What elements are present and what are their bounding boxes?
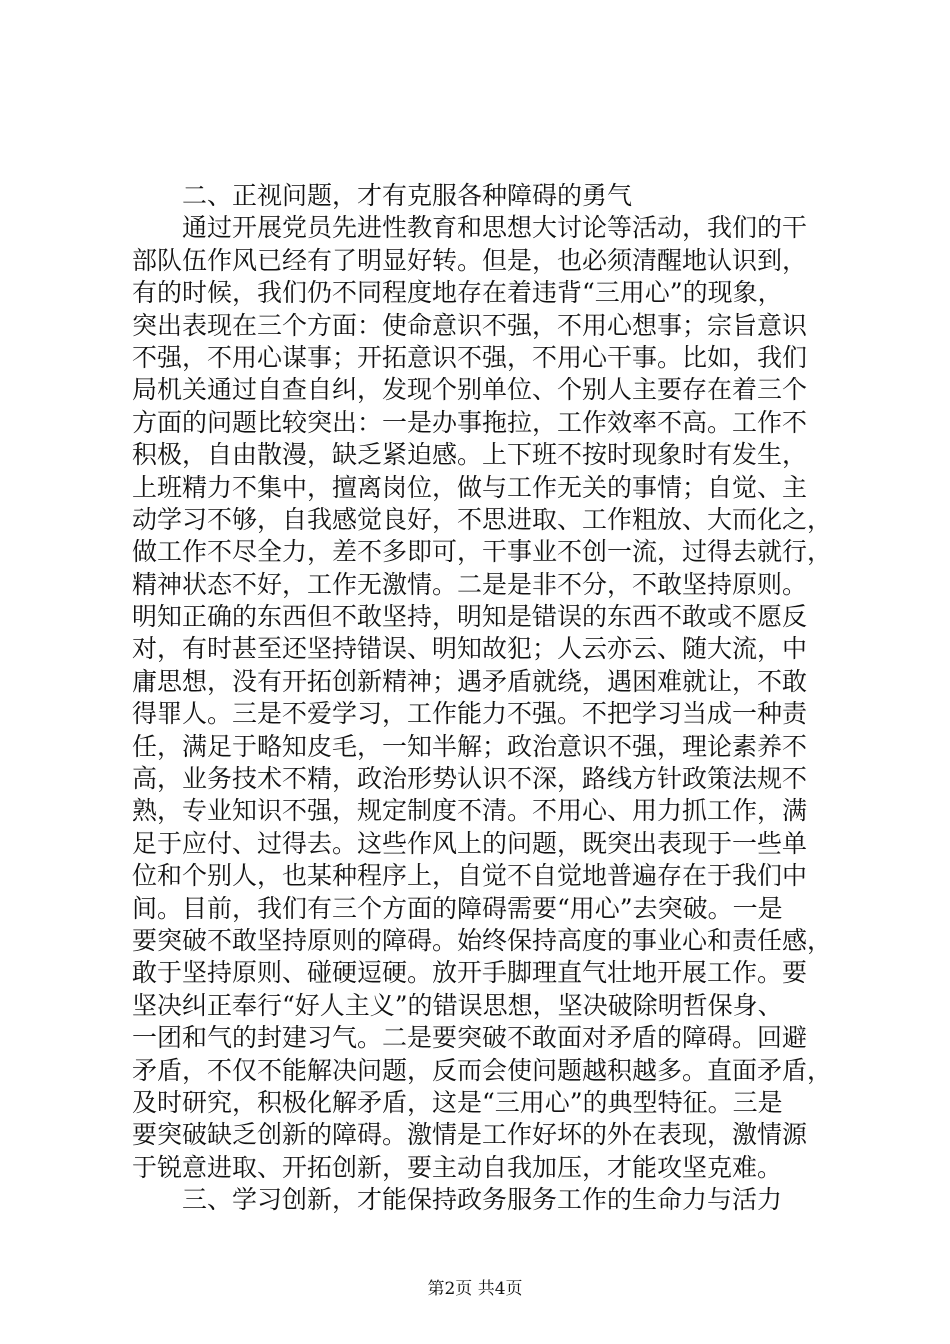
paragraph-line: 积极，自由散漫，缺乏紧迫感。上下班不按时现象时有发生， [132, 440, 808, 470]
paragraph-line: 坚决纠正奉行“好人主义”的错误思想，坚决破除明哲保身、 [132, 990, 783, 1020]
paragraph-line: 做工作不尽全力，差不多即可，干事业不创一流，过得去就行， [132, 537, 833, 567]
paragraph-line: 任，满足于略知皮毛，一知半解；政治意识不强，理论素养不 [132, 731, 808, 761]
paragraph-line: 精神状态不好，工作无激情。二是是非不分，不敢坚持原则。 [132, 569, 808, 599]
paragraph-line: 部队伍作风已经有了明显好转。但是，也必须清醒地认识到， [132, 245, 808, 275]
paragraph-line: 位和个别人，也某种程序上，自觉不自觉地普遍存在于我们中 [132, 861, 808, 891]
paragraph-line: 方面的问题比较突出：一是办事拖拉，工作效率不高。工作不 [132, 407, 808, 437]
section-paragraph [132, 212, 832, 1184]
section-heading-3: 三、学习创新，才能保持政务服务工作的生命力与活力 [182, 1185, 783, 1215]
paragraph-line: 对，有时甚至还坚持错误、明知故犯；人云亦云、随大流，中 [132, 634, 808, 664]
paragraph-line: 庸思想，没有开拓创新精神；遇矛盾就绕，遇困难就让，不敢 [132, 666, 808, 696]
paragraph-line: 足于应付、过得去。这些作风上的问题，既突出表现于一些单 [132, 828, 808, 858]
page-number-footer: 第2页 共4页 [427, 1279, 523, 1299]
paragraph-line: 熟，专业知识不强，规定制度不清。不用心、用力抓工作，满 [132, 796, 808, 826]
paragraph-line: 明知正确的东西但不敢坚持，明知是错误的东西不敢或不愿反 [132, 602, 808, 632]
paragraph-line: 要突破缺乏创新的障碍。激情是工作好坏的外在表现，激情源 [132, 1120, 808, 1150]
paragraph-line: 间。目前，我们有三个方面的障碍需要“用心”去突破。一是 [132, 893, 783, 923]
paragraph-line: 得罪人。三是不爱学习，工作能力不强。不把学习当成一种责 [132, 699, 808, 729]
paragraph-line: 一团和气的封建习气。二是要突破不敢面对矛盾的障碍。回避 [132, 1023, 808, 1053]
paragraph-line: 敢于坚持原则、碰硬逗硬。放开手脚理直气壮地开展工作。要 [132, 958, 808, 988]
paragraph-line: 要突破不敢坚持原则的障碍。始终保持高度的事业心和责任感， [132, 925, 833, 955]
paragraph-line: 于锐意进取、开拓创新，要主动自我加压，才能攻坚克难。 [132, 1152, 783, 1182]
section-heading-2: 二、正视问题，才有克服各种障碍的勇气 [182, 181, 633, 210]
paragraph-line: 上班精力不集中，擅离岗位，做与工作无关的事情；自觉、主 [132, 472, 808, 502]
paragraph-line: 及时研究，积极化解矛盾，这是“三用心”的典型特征。三是 [132, 1087, 783, 1117]
document-body [132, 180, 832, 1217]
paragraph-line: 局机关通过自查自纠，发现个别单位、个别人主要存在着三个 [132, 375, 808, 405]
paragraph-line: 不强，不用心谋事；开拓意识不强，不用心干事。比如，我们 [132, 342, 808, 372]
paragraph-line: 高，业务技术不精，政治形势认识不深，路线方针政策法规不 [132, 764, 808, 794]
paragraph-line: 突出表现在三个方面：使命意识不强，不用心想事；宗旨意识 [132, 310, 808, 340]
paragraph-line: 矛盾，不仅不能解决问题，反而会使问题越积越多。直面矛盾， [132, 1055, 833, 1085]
paragraph-line: 通过开展党员先进性教育和思想大讨论等活动，我们的干 [182, 213, 808, 243]
paragraph-line: 动学习不够，自我感觉良好，不思进取、工作粗放、大而化之， [132, 504, 833, 534]
paragraph-line: 有的时候，我们仍不同程度地存在着违背“三用心”的现象， [132, 278, 783, 308]
